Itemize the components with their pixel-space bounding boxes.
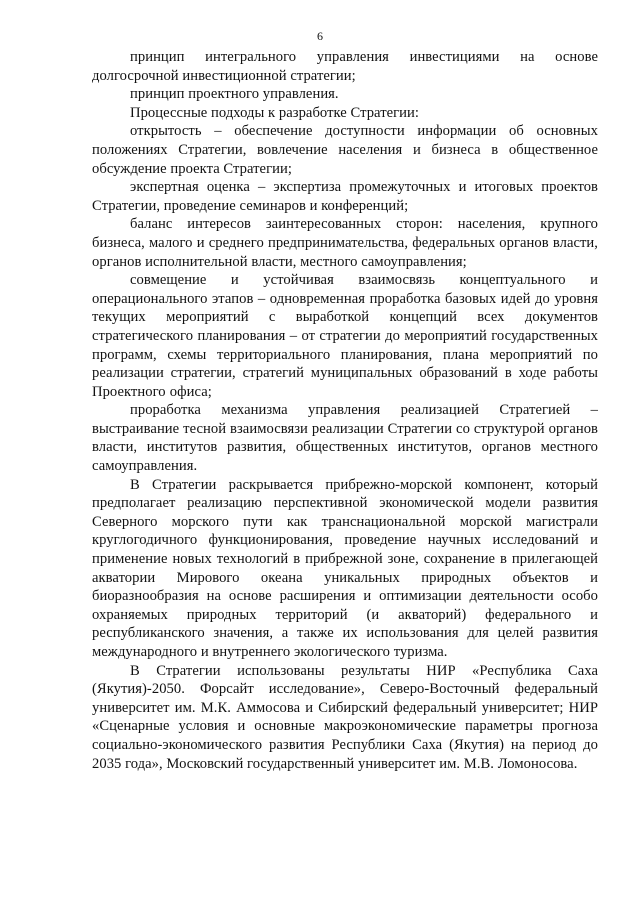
paragraph-combination-of-stages: совмещение и устойчивая взаимосвязь концептуального и операционального этапов – одновременная проработка базовых идей до уровня текущих мероприятий с выработкой концепций всех документов стратегического планирования – от стратегии до мероприятий государственных программ, схемы территориального планирования, плана мероприятий по реализации стратегии, стратегий муниципальных образований в ходе работы Проектного офиса;: [92, 272, 598, 400]
document-body: [92, 48, 598, 773]
paragraph-expert-evaluation: экспертная оценка – экспертиза промежуточных и итоговых проектов Стратегии, проведение семинаров и конференций;: [92, 179, 598, 214]
paragraph-project-management-principle: принцип проектного управления.: [130, 86, 339, 103]
paragraph-process-approaches-heading: Процессные подходы к разработке Стратегии:: [130, 104, 420, 121]
page-number: 6: [317, 29, 323, 43]
paragraph-balance-of-interests: баланс интересов заинтересованных сторон: населения, крупного бизнеса, малого и среднего предпринимательства, федеральных органов власти, органов исполнительной власти, местного самоуправления;: [92, 216, 598, 270]
paragraph-integral-investment-principle: принцип интегрального управления инвестициями на основе долгосрочной инвестиционной стратегии;: [92, 49, 598, 84]
paragraph-research-results: В Стратегии использованы результаты НИР «Республика Саха (Якутия)-2050. Форсайт исследование», Северо-Восточный федеральный университет им. М.К. Аммосова и Сибирский федеральный университет; НИР «Сценарные условия и основные макроэкономические параметры прогноза социально-экономического развития Республики Саха (Якутия) на период до 2035 года», Московский государственный университет им. М.В. Ломоносова.: [92, 662, 598, 772]
paragraph-coastal-marine-component: В Стратегии раскрывается прибрежно-морской компонент, который предполагает реализацию перспективной экономической модели развития Северного морского пути как транснациональной морской магистрали круглогодичного функционирования, проведение научных исследований и применение новых технологий в прибрежной зоне, сохранение в прилегающей акватории Мирового океана уникальных природных объектов и биоразнообразия на основе расширения и оптимизации деятельности особо охраняемых природных территорий (и акваторий) федерального и республиканского значения, а также их использования для целей развития международного и внутреннего экологического туризма.: [92, 476, 598, 660]
paragraph-implementation-mechanism: проработка механизма управления реализацией Стратегией – выстраивание тесной взаимосвязи реализации Стратегии со структурой органов власти, институтов развития, общественных институтов, органов местного самоуправления.: [92, 402, 598, 475]
paragraph-openness: открытость – обеспечение доступности информации об основных положениях Стратегии, вовлечение населения и бизнеса в общественное обсуждение проекта Стратегии;: [92, 123, 598, 177]
